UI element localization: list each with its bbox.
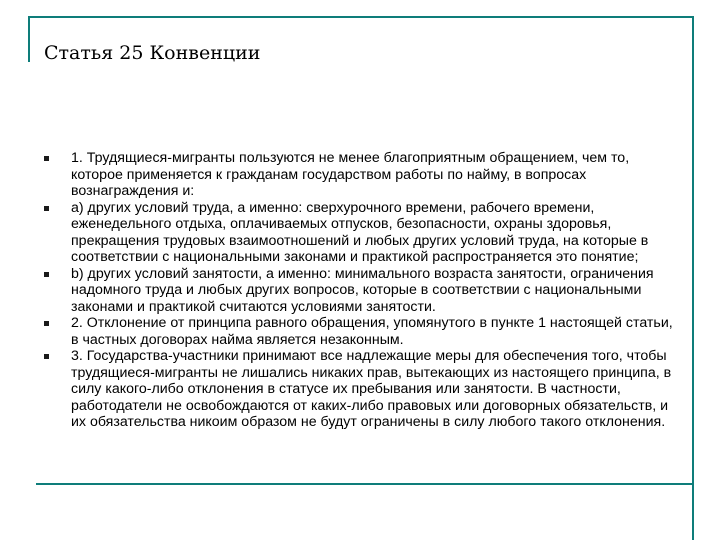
slide-title: Статья 25 Конвенции	[44, 42, 261, 64]
list-item	[44, 150, 680, 200]
list-item-text: 3. Государства-участники принимают все надлежащие меры для обеспечения того, чтобы трудящиеся-мигранты не лишались никаких прав, вытекающих из настоящего принципа, в силу какого-либо отклонения в статусе их пребывания или занятости. В частности, работодатели не освобождаются от каких-либо правовых или договорных обязательств, и их обязательства никоим образом не будут ограничены в силу любого такого отклонения.	[71, 348, 672, 430]
list-item-text: а) других условий труда, а именно: сверхурочного времени, рабочего времени, еженедельного отдыха, оплачиваемых отпусков, безопасности, охраны здоровья, прекращения трудовых взаимоотношений и любых других условий труда, на которые в соответствии с национальными законами и практикой распространяется это понятие;	[71, 199, 649, 265]
frame-top-line	[28, 16, 694, 18]
square-bullet-icon	[44, 354, 49, 359]
list-item	[44, 315, 680, 348]
square-bullet-icon	[44, 272, 49, 277]
square-bullet-icon	[44, 156, 49, 161]
square-bullet-icon	[44, 206, 49, 211]
frame-right-line	[692, 16, 694, 540]
list-item	[44, 348, 680, 431]
list-item-text: 2. Отклонение от принципа равного обращения, упомянутого в пункте 1 настоящей статьи, в частных договорах найма является незаконным.	[71, 315, 673, 348]
list-item	[44, 266, 680, 316]
list-item	[44, 200, 680, 266]
slide-content	[44, 150, 680, 431]
list-item-text: 1. Трудящиеся-мигранты пользуются не менее благоприятным обращением, чем то, которое применяется к гражданам государством работы по найму, в вопросах вознаграждения и:	[71, 150, 630, 199]
frame-bottom-line	[36, 483, 692, 485]
frame-left-line	[28, 16, 30, 62]
list-item-text: b) других условий занятости, а именно: минимального возраста занятости, ограничения надомного труда и любых других вопросов, которые в соответствии с национальными законами и практикой считаются условиями занятости.	[71, 265, 654, 315]
square-bullet-icon	[44, 321, 49, 326]
